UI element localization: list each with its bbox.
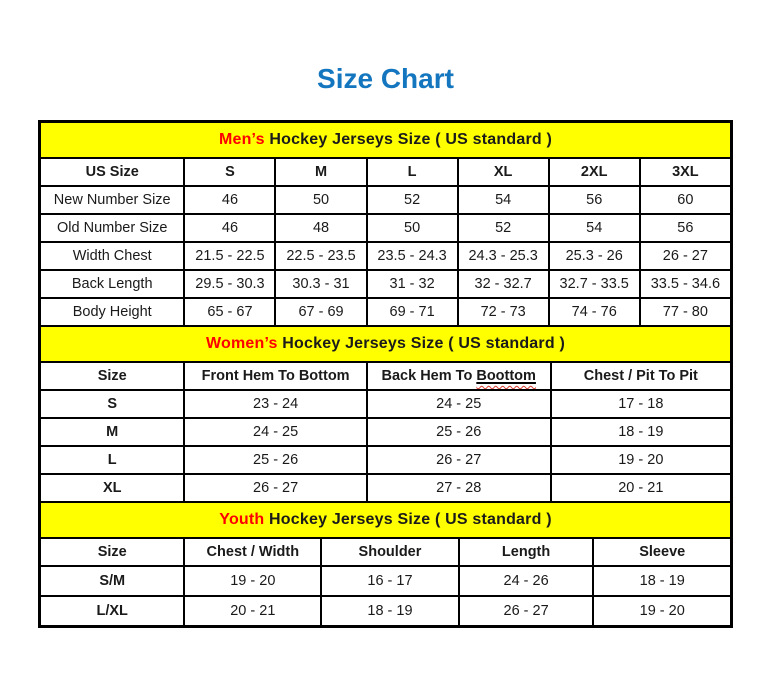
table-cell: 23.5 - 24.3: [367, 242, 458, 270]
table-cell: 18 - 19: [593, 566, 731, 596]
table-cell: 77 - 80: [640, 298, 731, 326]
table-cell: 56: [549, 186, 640, 214]
misspelled-word: Boottom: [476, 368, 536, 384]
table-row: [40, 186, 731, 214]
row-label: Width Chest: [40, 242, 184, 270]
table-cell: 46: [184, 214, 275, 242]
column-header: Size: [40, 538, 184, 566]
table-cell: 25.3 - 26: [549, 242, 640, 270]
row-label: L/XL: [40, 596, 184, 626]
row-label: S/M: [40, 566, 184, 596]
table-row: [40, 390, 731, 418]
table-row: [40, 214, 731, 242]
column-header: Chest / Width: [184, 538, 321, 566]
mens-caption-row: [40, 122, 731, 158]
mens-caption-highlight: Men’s: [218, 131, 265, 148]
table-cell: 31 - 32: [367, 270, 458, 298]
table-cell: 20 - 21: [551, 474, 731, 502]
column-header: XL: [458, 158, 549, 186]
table-row: [40, 596, 731, 626]
womens-caption-row: [40, 326, 731, 362]
table-cell: 46: [184, 186, 275, 214]
column-header: Sleeve: [593, 538, 731, 566]
column-header: S: [184, 158, 275, 186]
page-title: Size Chart: [317, 63, 454, 94]
table-row: [40, 298, 731, 326]
table-row: [40, 474, 731, 502]
table-cell: 33.5 - 34.6: [640, 270, 731, 298]
column-header: Front Hem To Bottom: [184, 362, 366, 390]
table-cell: 17 - 18: [551, 390, 731, 418]
table-cell: 26 - 27: [640, 242, 731, 270]
table-cell: 74 - 76: [549, 298, 640, 326]
row-label: M: [40, 418, 184, 446]
youth-caption-text: Hockey Jerseys Size ( US standard ): [264, 511, 552, 528]
table-cell: 18 - 19: [551, 418, 731, 446]
column-header: 2XL: [549, 158, 640, 186]
table-cell: 26 - 27: [184, 474, 366, 502]
row-label: New Number Size: [40, 186, 184, 214]
womens-header-row: [40, 362, 731, 390]
table-cell: 22.5 - 23.5: [275, 242, 366, 270]
table-cell: 50: [367, 214, 458, 242]
column-header: Chest / Pit To Pit: [551, 362, 731, 390]
column-header: US Size: [40, 158, 184, 186]
table-cell: 24 - 26: [459, 566, 594, 596]
row-label: Old Number Size: [40, 214, 184, 242]
table-cell: 19 - 20: [593, 596, 731, 626]
table-row: [40, 418, 731, 446]
table-cell: 25 - 26: [184, 446, 366, 474]
table-cell: 27 - 28: [367, 474, 551, 502]
table-cell: 26 - 27: [459, 596, 594, 626]
column-header: Length: [459, 538, 594, 566]
table-cell: 54: [549, 214, 640, 242]
womens-caption: [40, 326, 731, 362]
table-cell: 32 - 32.7: [458, 270, 549, 298]
size-chart: [38, 120, 733, 628]
table-cell: 26 - 27: [367, 446, 551, 474]
row-label: Back Length: [40, 270, 184, 298]
table-row: [40, 446, 731, 474]
table-cell: 24 - 25: [184, 418, 366, 446]
table-cell: 19 - 20: [551, 446, 731, 474]
youth-size-table: [39, 501, 732, 627]
table-row: [40, 270, 731, 298]
table-cell: 19 - 20: [184, 566, 321, 596]
table-cell: 52: [367, 186, 458, 214]
misspelled-word-wrap: [476, 368, 536, 384]
column-header: 3XL: [640, 158, 731, 186]
table-cell: 32.7 - 33.5: [549, 270, 640, 298]
table-cell: 52: [458, 214, 549, 242]
table-cell: 30.3 - 31: [275, 270, 366, 298]
column-header: M: [275, 158, 366, 186]
table-cell: 20 - 21: [184, 596, 321, 626]
table-row: [40, 242, 731, 270]
womens-caption-highlight: Women’s: [206, 335, 278, 352]
table-cell: 60: [640, 186, 731, 214]
mens-caption-text: Hockey Jerseys Size ( US standard ): [264, 131, 553, 148]
table-cell: 50: [275, 186, 366, 214]
womens-size-table: [39, 325, 732, 503]
mens-header-row: [40, 158, 731, 186]
youth-caption-highlight: Youth: [219, 511, 265, 528]
table-cell: 18 - 19: [321, 596, 459, 626]
column-header: L: [367, 158, 458, 186]
table-cell: 29.5 - 30.3: [184, 270, 275, 298]
table-cell: 24.3 - 25.3: [458, 242, 549, 270]
mens-caption: [40, 122, 731, 158]
column-header-misspelled: [367, 362, 551, 390]
womens-caption-text: Hockey Jerseys Size ( US standard ): [277, 335, 565, 352]
table-cell: 67 - 69: [275, 298, 366, 326]
youth-caption: [40, 502, 731, 538]
table-cell: 54: [458, 186, 549, 214]
table-cell: 65 - 67: [184, 298, 275, 326]
table-cell: 25 - 26: [367, 418, 551, 446]
row-label: S: [40, 390, 184, 418]
column-header: Shoulder: [321, 538, 459, 566]
table-cell: 24 - 25: [367, 390, 551, 418]
table-cell: 21.5 - 22.5: [184, 242, 275, 270]
table-cell: 56: [640, 214, 731, 242]
table-cell: 72 - 73: [458, 298, 549, 326]
row-label: L: [40, 446, 184, 474]
column-header: Size: [40, 362, 184, 390]
mens-size-table: [39, 121, 732, 327]
table-cell: 23 - 24: [184, 390, 366, 418]
table-cell: 48: [275, 214, 366, 242]
row-label: Body Height: [40, 298, 184, 326]
header-text: Back Hem To: [381, 368, 477, 384]
table-row: [40, 566, 731, 596]
youth-header-row: [40, 538, 731, 566]
table-cell: 16 - 17: [321, 566, 459, 596]
youth-caption-row: [40, 502, 731, 538]
table-cell: 69 - 71: [367, 298, 458, 326]
row-label: XL: [40, 474, 184, 502]
